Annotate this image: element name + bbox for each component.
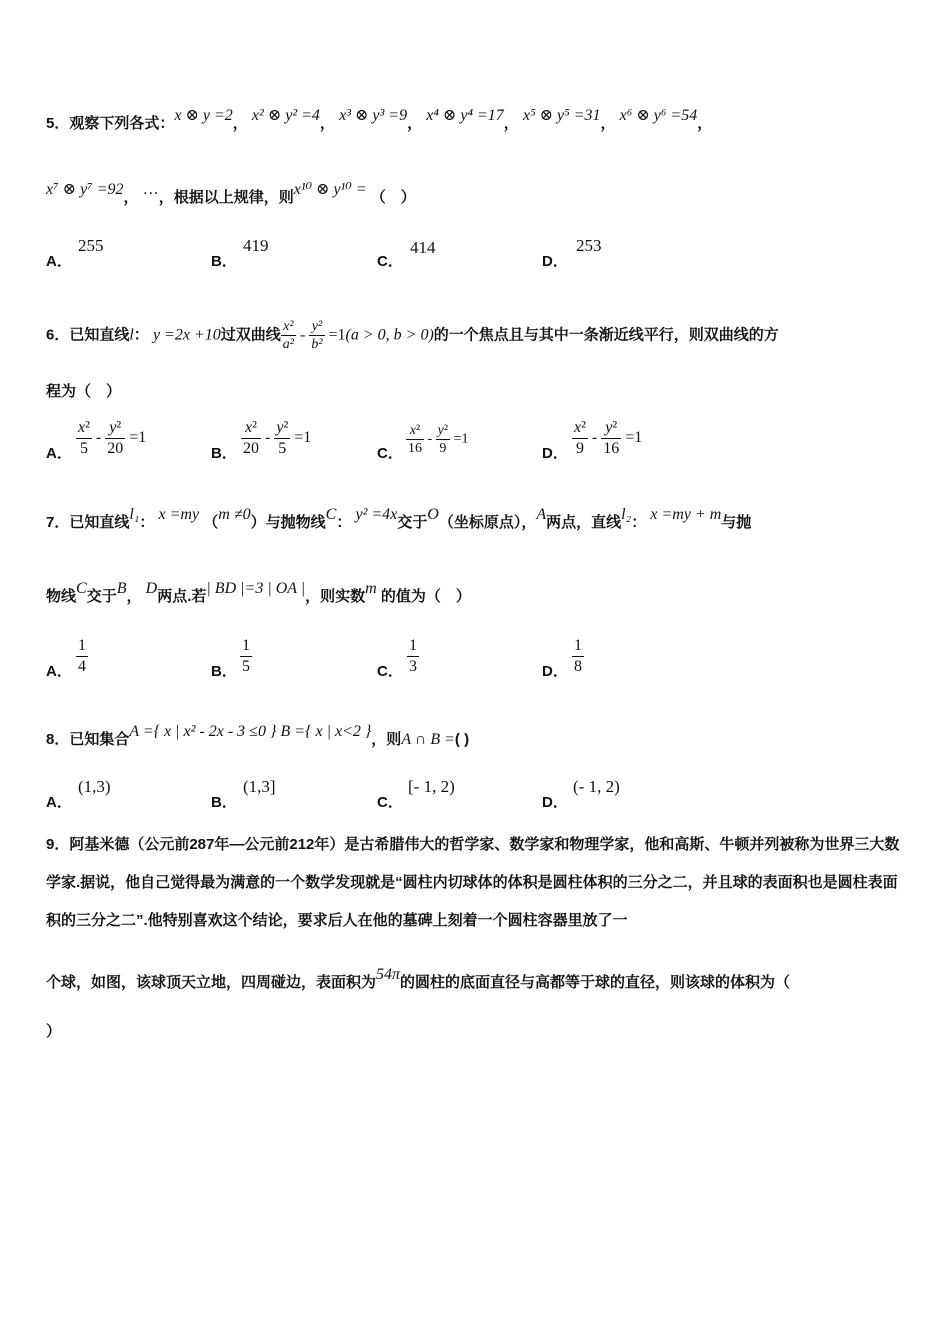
q7-D: D <box>145 580 158 597</box>
q7-option-a-value: $\frac{1}{4}$ <box>78 637 86 675</box>
q7-cond: m ≠0 <box>218 506 251 523</box>
q5-lead: 5．观察下列各式： <box>46 115 175 132</box>
q7-A: A <box>536 506 547 523</box>
q7-t1: 与抛物线 <box>265 514 326 531</box>
q7-eq3: x =my + m <box>650 506 722 523</box>
q5-expr-7: x⁷ ⊗ y⁷ =92 <box>46 181 124 198</box>
q8-option-c-label: C． <box>377 794 403 811</box>
q5-option-c-label: C． <box>377 253 403 270</box>
q7-m: m <box>365 580 377 597</box>
q7-t4: 两点，直线 <box>546 514 622 531</box>
q8-option-a-value: (1,3) <box>78 777 111 796</box>
q7-s1: 物线 <box>46 588 77 605</box>
q7-option-d-label: D． <box>542 663 568 680</box>
question-9-line-5: ） <box>46 1023 62 1040</box>
q7-C: C <box>325 506 337 523</box>
q6-option-a-den-x: 5 <box>79 440 88 457</box>
q5-expr-4: x⁴ ⊗ y⁴ =17 <box>426 107 504 124</box>
q7-O: O <box>427 506 439 523</box>
q5-expr-3: x³ ⊗ y³ =9 <box>339 107 408 124</box>
q5-expr-5: x⁵ ⊗ y⁵ =31 <box>522 107 601 124</box>
question-5-line-2: x⁷ ⊗ y⁷ =92， …，根据以上规律，则x¹⁰ ⊗ y¹⁰ = （ ） <box>46 181 416 206</box>
q7-C2: C <box>76 580 87 597</box>
question-9-line-4 <box>46 966 791 994</box>
q6-line-equation: y =2x +10 <box>152 326 221 344</box>
q8-option-d-value: (- 1, 2) <box>573 777 620 796</box>
question-5-line-1: 5．观察下列各式：x ⊗ y =2， x² ⊗ y² =4， x³ ⊗ y³ =9， x⁴ ⊗ y⁴ =17， x⁵ ⊗ y⁵ =31， x⁶ ⊗ y⁶ =54， <box>46 107 713 132</box>
q5-option-d-value: 253 <box>576 236 602 255</box>
q5-ellipsis: … <box>142 181 159 198</box>
q8-set-a: A ={ x | x² - 2x - 3 ≤0 } <box>129 723 277 740</box>
q6-option-c-den-y: 9 <box>439 441 447 456</box>
q8-option-a-label: A． <box>46 794 72 811</box>
q6-option-d-den-y: 16 <box>603 440 620 457</box>
q5-expr-1: x ⊗ y =2 <box>174 107 233 124</box>
q6-frac-x: $\frac{\text{x²}}{\text{a²}}$ <box>282 319 294 352</box>
q6-option-b-label: B． <box>211 445 237 462</box>
q7-option-c-value: $\frac{1}{3}$ <box>409 637 417 675</box>
q6-option-a-label: A． <box>46 445 72 462</box>
q6-option-c-label: C． <box>377 445 403 462</box>
q5-ask: x¹⁰ ⊗ y¹⁰ = <box>293 181 367 198</box>
q5-expr-2: x² ⊗ y² =4 <box>251 107 320 124</box>
q5-option-a-label: A． <box>46 253 72 270</box>
q7-option-d-value: $\frac{1}{8}$ <box>574 637 582 675</box>
q5-option-a-value: 255 <box>78 236 104 255</box>
question-6-line-2: 程为（ ） <box>46 383 122 400</box>
q6-line-name: l <box>129 326 134 344</box>
q8-t: ，则 <box>371 731 402 748</box>
question-8-line-1 <box>46 723 470 751</box>
q6-lead: 6．已知直线 <box>46 326 130 344</box>
q7-l2: l₂ <box>621 506 632 523</box>
q8-set-b: B ={ x | x<2 } <box>280 723 372 740</box>
q8-option-d-label: D． <box>542 794 568 811</box>
q7-option-b-label: B． <box>211 663 237 680</box>
q6-option-b-equation: $\frac{\text{x²}}{20}$ - $\frac{\text{y²}}{5}$ =1 <box>243 419 312 457</box>
q6-mid: 过双曲线 <box>220 326 281 344</box>
q7-t5: 与抛 <box>721 514 752 531</box>
q7-eq2: y² =4x <box>355 506 398 523</box>
q6-option-b-den-y: 5 <box>278 440 287 457</box>
q6-condition: (a > 0, b > 0) <box>345 326 434 344</box>
q5-tail: ，根据以上规律，则 <box>158 189 294 206</box>
q7-B: B <box>116 580 127 597</box>
q6-option-d-label: D． <box>542 445 568 462</box>
question-6-line-1: 6．已知直线l： y =2x +10过双曲线 $\frac{\text{x²}}{\text{a²}}$ - $\frac{\text{y²}}{\text{b²}}$ =1(a > 0, b > 0)的一个焦点且与其中一条渐近线平行，则双曲线的方 <box>46 319 779 352</box>
q6-frac-y: $\frac{\text{y²}}{\text{b²}}$ <box>311 319 323 352</box>
q7-s4: ，则实数 <box>305 588 366 605</box>
question-7-line-1: 7．已知直线l₁： x =my （m ≠0）与抛物线C： y² =4x交于O（坐标原点），A两点，直线l₂： x =my + m与抛 <box>46 506 752 531</box>
q7-eq1: x =my <box>158 506 200 523</box>
q5-option-d-label: D． <box>542 253 568 270</box>
q5-paren: （ ） <box>370 189 416 206</box>
q6-option-d-equation: $\frac{\text{x²}}{9}$ - $\frac{\text{y²}}{16}$ =1 <box>574 419 643 457</box>
q6-option-d-den-x: 9 <box>575 440 584 457</box>
q9-area: 54π <box>376 966 401 983</box>
q6-tail: 的一个焦点且与其中一条渐近线平行，则双曲线的方 <box>433 326 779 344</box>
q8-ask: A ∩ B = <box>401 731 455 748</box>
question-9-paragraph: 9．阿基米德（公元前287年—公元前212年）是古希腊伟大的哲学家、数学家和物理学家，他和高斯、牛顿并列被称为世界三大数学家.据说，他自己觉得最为满意的一个数学发现就是“圆柱内切球体的体积是圆柱体积的三分之二，并且球的表面积也是圆柱表面积的三分之二”.他特别喜欢这个结论，要求后人在他的墓碑上刻着一个圆柱容器里放了一 <box>46 836 900 929</box>
q7-t3: （坐标原点）， <box>438 514 537 531</box>
q9-p2b: 的圆柱的底面直径与高都等于球的直径，则该球的体积为（ <box>400 974 791 991</box>
q5-option-c-value: 414 <box>410 238 436 257</box>
q7-lead: 7．已知直线 <box>46 514 130 531</box>
q7-s2: 交于 <box>86 588 117 605</box>
q8-option-b-label: B． <box>211 794 237 811</box>
q6-option-c-equation: $\frac{\text{x²}}{16}$ - $\frac{\text{y²}}{9}$ =1 <box>408 423 469 456</box>
q7-option-b-value: $\frac{1}{5}$ <box>242 637 250 675</box>
q7-t2: 交于 <box>397 514 428 531</box>
q5-expr-6: x⁶ ⊗ y⁶ =54 <box>619 107 698 124</box>
q7-l1: l₁ <box>129 506 140 523</box>
q8-option-b-value: (1,3] <box>243 777 276 796</box>
q8-paren: ( ) <box>454 731 470 748</box>
q5-option-b-label: B． <box>211 253 237 270</box>
q8-lead: 8．已知集合 <box>46 731 130 748</box>
q7-option-c-label: C． <box>377 663 403 680</box>
q6-option-c-den-x: 16 <box>408 441 422 456</box>
q6-option-a-den-y: 20 <box>107 440 124 457</box>
q6-option-b-den-x: 20 <box>243 440 259 457</box>
q7-s3: 两点.若 <box>157 588 207 605</box>
q7-cond2: | BD |=3 | OA | <box>206 580 306 597</box>
q8-option-c-value: [- 1, 2) <box>408 777 455 796</box>
question-7-line-2: 物线C交于B， D两点.若| BD |=3 | OA |，则实数m 的值为（ ） <box>46 580 471 605</box>
q7-option-a-label: A． <box>46 663 72 680</box>
q9-p2a: 个球，如图，该球顶天立地，四周碰边，表面积为 <box>46 974 377 991</box>
q7-s5: 的值为（ ） <box>380 588 471 605</box>
q6-option-a-equation: $\frac{\text{x²}}{5}$ - $\frac{\text{y²}}{20}$ =1 <box>78 419 147 457</box>
q5-option-b-value: 419 <box>243 236 269 255</box>
